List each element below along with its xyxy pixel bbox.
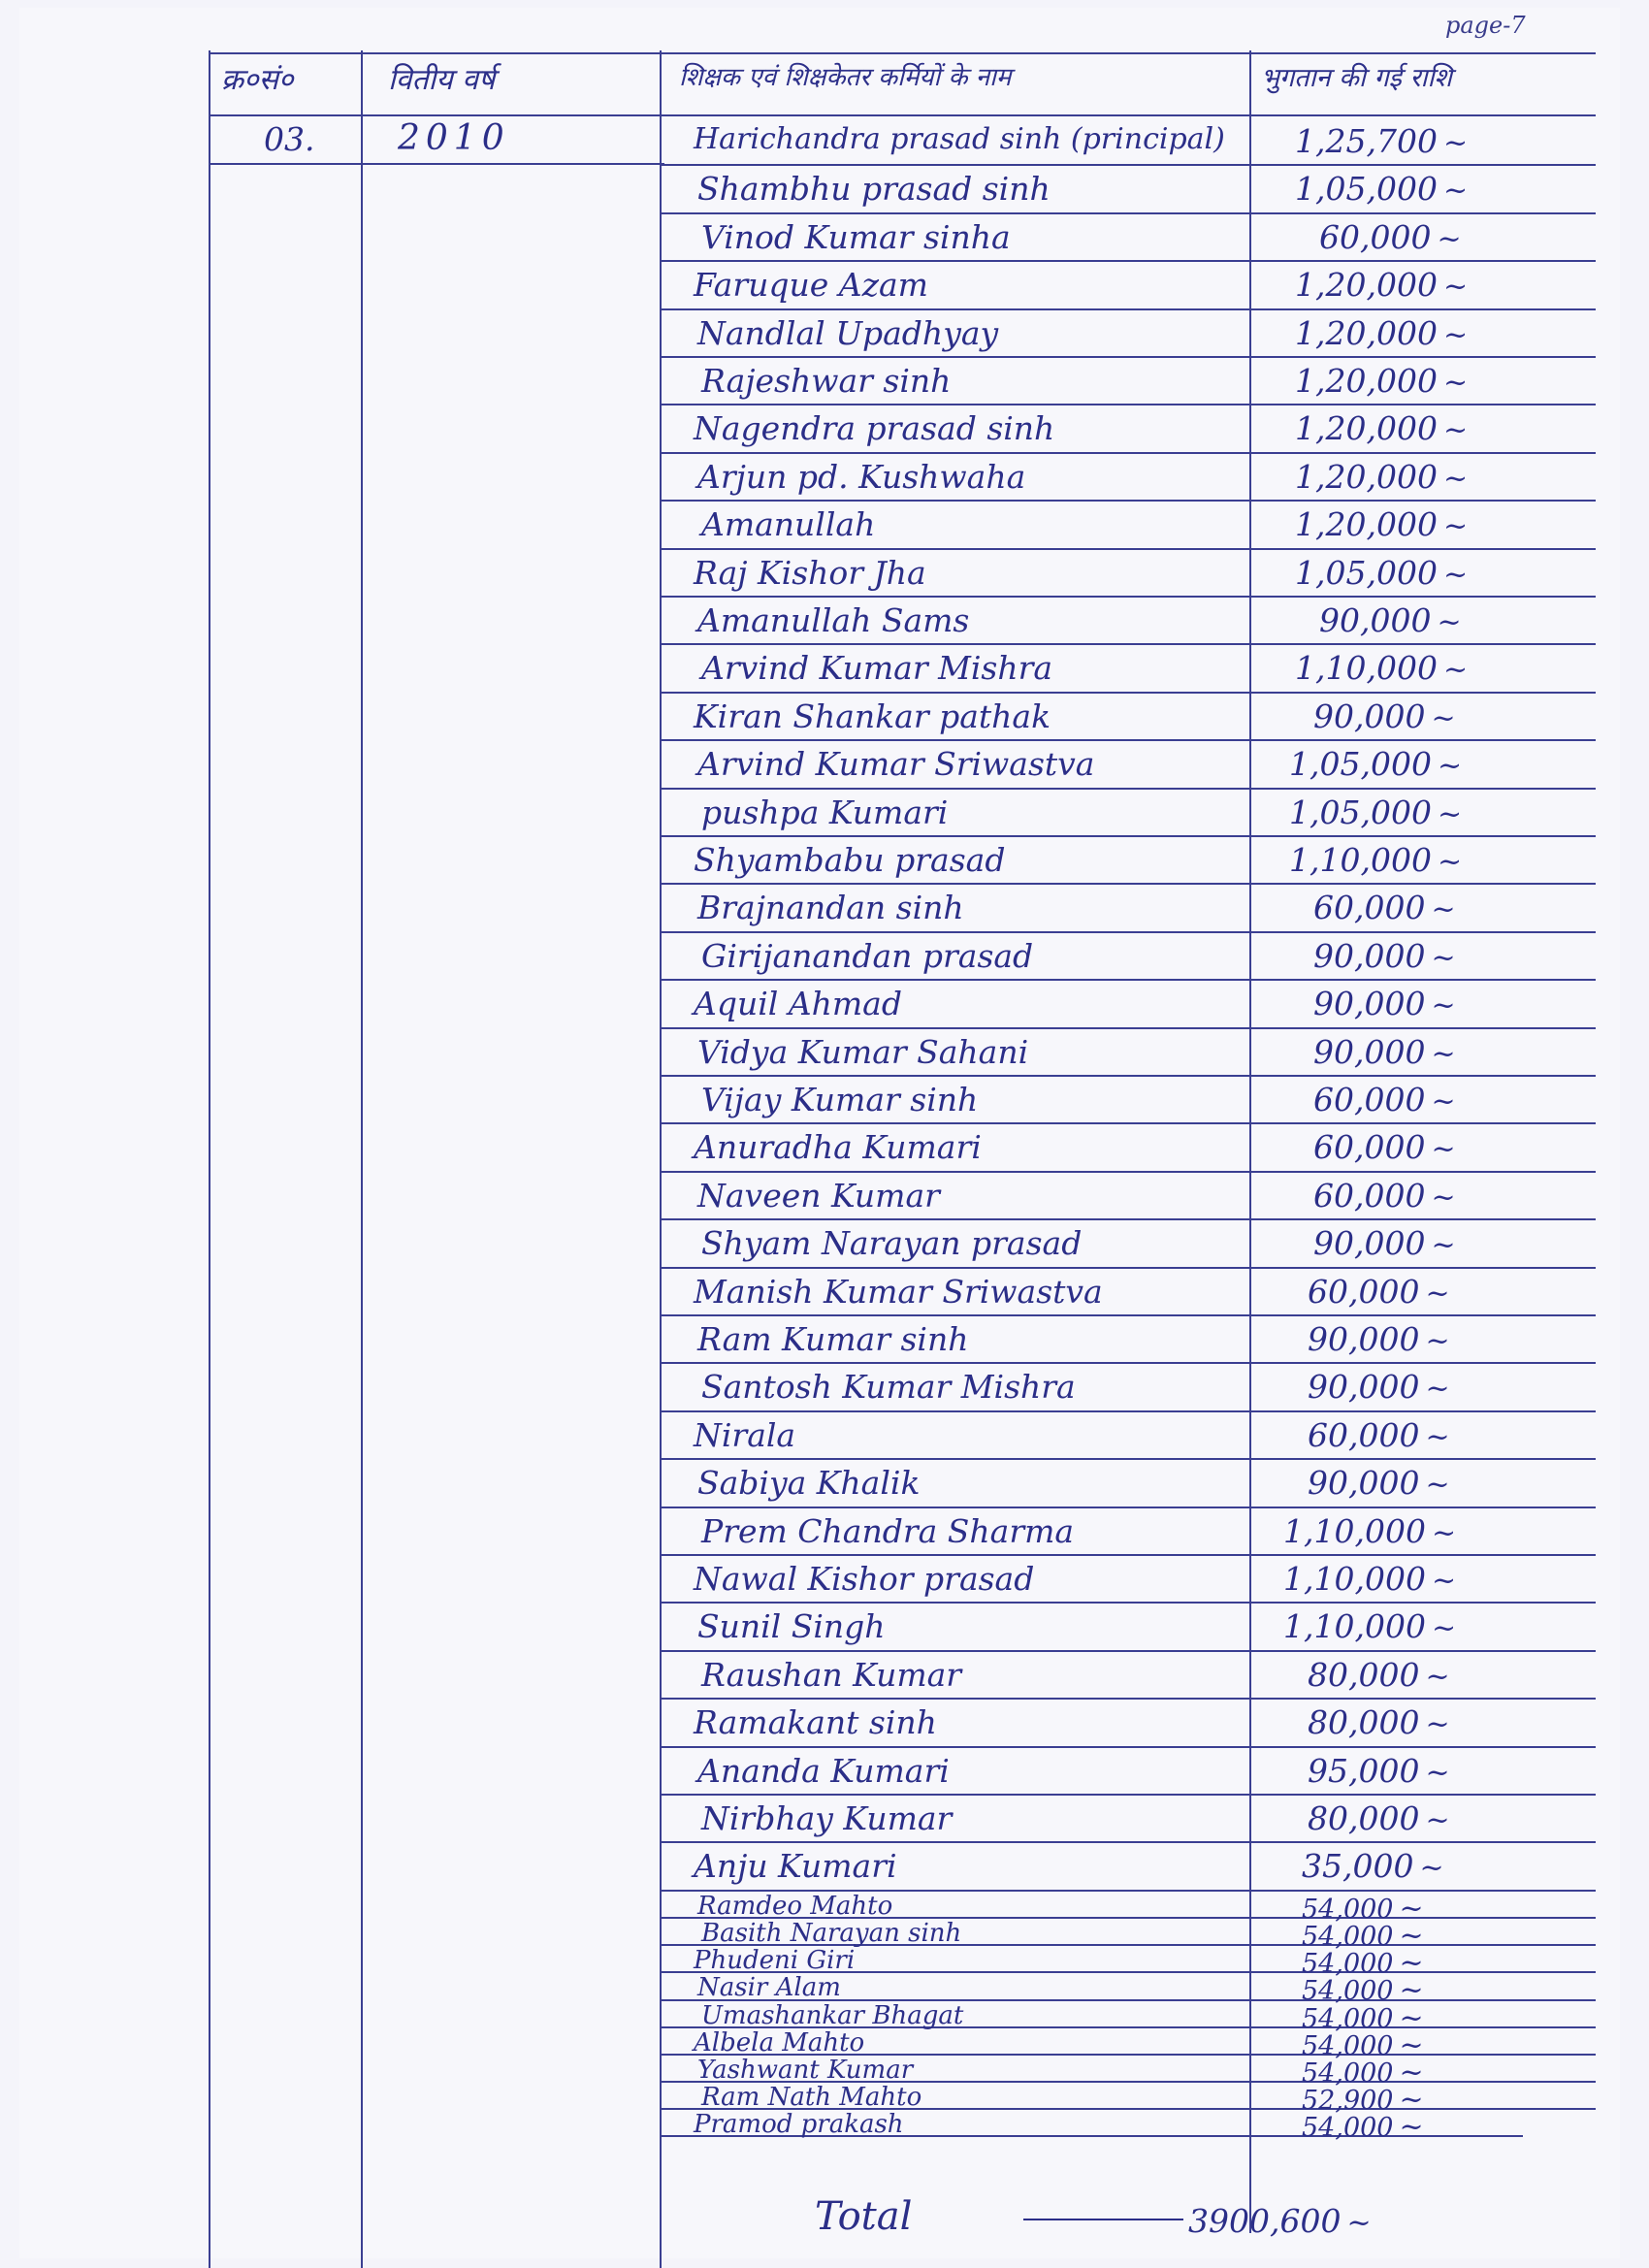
- row-divider-line: [662, 739, 1596, 741]
- row-divider-line: [662, 1362, 1596, 1364]
- amount-cell: [1283, 1512, 1456, 1550]
- amount-cell: [1308, 1799, 1450, 1837]
- tilde-mark: ~: [1431, 1085, 1456, 1118]
- amount-value: 52,900: [1302, 2086, 1394, 2117]
- row-divider-line: [662, 931, 1596, 933]
- total-amount: 3900,600: [1188, 2202, 1342, 2240]
- employee-name: Nasir Alam: [697, 1973, 841, 2003]
- tilde-mark: ~: [1419, 1851, 1444, 1886]
- row-divider-line: [662, 883, 1596, 885]
- amount-value: 1,05,000: [1295, 170, 1438, 209]
- amount-cell: [1308, 1656, 1450, 1694]
- amount-value: 54,000: [1302, 1949, 1394, 1980]
- row-divider-line: [662, 1267, 1596, 1269]
- row-divider-line: [662, 1794, 1596, 1796]
- employee-name: Arvind Kumar Mishra: [701, 649, 1053, 688]
- left-border-line: [209, 50, 210, 2268]
- serial-column-divider: [361, 50, 363, 2268]
- employee-name: Ramdeo Mahto: [697, 1891, 893, 1921]
- employee-name: Kiran Shankar pathak: [694, 697, 1051, 735]
- employee-name: Vidya Kumar Sahani: [697, 1032, 1029, 1071]
- tilde-mark: ~: [1437, 221, 1462, 256]
- row-divider-line: [662, 1602, 1596, 1604]
- amount-value: 60,000: [1308, 1272, 1420, 1311]
- amount-cell: [1283, 1560, 1456, 1598]
- employee-name: Anuradha Kumari: [694, 1128, 982, 1167]
- employee-name: Arjun pd. Kushwaha: [697, 457, 1026, 496]
- amount-value: 80,000: [1308, 1799, 1420, 1837]
- tilde-mark: ~: [1442, 270, 1469, 305]
- employee-name: Arvind Kumar Sriwastva: [697, 745, 1095, 784]
- tilde-mark: ~: [1437, 845, 1463, 879]
- amount-value: 54,000: [1302, 2030, 1394, 2061]
- amount-cell: [1313, 1177, 1456, 1215]
- tilde-mark: ~: [1425, 1372, 1450, 1407]
- amount-value: 95,000: [1308, 1751, 1420, 1790]
- amount-cell: [1313, 1224, 1456, 1262]
- amount-value: 1,20,000: [1295, 362, 1438, 400]
- amount-value: 90,000: [1308, 1464, 1420, 1503]
- amount-cell: [1313, 1033, 1456, 1071]
- tilde-mark: ~: [1431, 1036, 1456, 1071]
- employee-name: Yashwant Kumar: [697, 2056, 914, 2085]
- amount-cell: [1295, 314, 1468, 352]
- tilde-mark: ~: [1431, 940, 1456, 975]
- amount-value: 90,000: [1308, 1320, 1420, 1358]
- amount-cell: [1308, 1703, 1450, 1741]
- amount-cell: [1295, 266, 1468, 304]
- row-divider-line: [662, 1122, 1596, 1124]
- employee-name: Nagendra prasad sinh: [694, 409, 1055, 448]
- tilde-mark: ~: [1437, 796, 1463, 831]
- amount-cell: [1308, 1416, 1450, 1454]
- employee-name: Pramod prakash: [694, 2110, 904, 2140]
- employee-name: Ram Nath Mahto: [701, 2083, 922, 2113]
- row-divider-line: [662, 692, 1596, 694]
- employee-name: Sabiya Khalik: [697, 1464, 921, 1503]
- amount-cell: [1313, 937, 1456, 975]
- amount-cell: [1295, 554, 1468, 592]
- row-divider-line: [662, 356, 1596, 358]
- tilde-mark: ~: [1431, 892, 1456, 927]
- row-divider-line: [662, 1650, 1596, 1652]
- row-divider-line: [662, 452, 1596, 454]
- total-label: Total: [815, 2194, 913, 2239]
- amount-cell: [1295, 362, 1468, 400]
- row-divider-line: [662, 1698, 1596, 1700]
- amount-cell: [1295, 458, 1468, 496]
- employee-name: Aquil Ahmad: [694, 985, 902, 1023]
- page-number: page-7: [1445, 12, 1526, 39]
- amount-value: 60,000: [1308, 1415, 1420, 1454]
- amount-value: 1,10,000: [1295, 649, 1438, 688]
- tilde-mark: ~: [1399, 2027, 1424, 2062]
- row-divider-line: [662, 1314, 1596, 1316]
- tilde-mark: ~: [1425, 1707, 1450, 1742]
- tilde-mark: ~: [1442, 174, 1469, 209]
- header-serial: क्र०सं०: [221, 63, 294, 97]
- amount-cell: [1308, 1752, 1450, 1790]
- amount-value: 90,000: [1313, 1224, 1426, 1263]
- amount-value: 1,05,000: [1289, 745, 1432, 784]
- amount-value: 80,000: [1308, 1703, 1420, 1742]
- amount-value: 90,000: [1313, 985, 1426, 1023]
- employee-name: Ananda Kumari: [697, 1751, 950, 1790]
- tilde-mark: ~: [1442, 509, 1469, 544]
- amount-value: 1,10,000: [1283, 1560, 1426, 1598]
- amount-cell: [1319, 218, 1462, 256]
- amount-value: 35,000: [1302, 1847, 1414, 1886]
- amount-value: 60,000: [1313, 889, 1426, 927]
- row-divider-line: [662, 596, 1596, 598]
- row-divider-line: [662, 1075, 1596, 1077]
- amount-cell: [1308, 1273, 1450, 1311]
- employee-name: Harichandra prasad sinh (principal): [694, 122, 1225, 156]
- row-divider-line: [662, 1841, 1596, 1843]
- row-divider-line: [662, 404, 1596, 405]
- amount-value: 60,000: [1313, 1128, 1426, 1167]
- employee-name: Brajnandan sinh: [697, 889, 964, 927]
- row-divider-line: [662, 308, 1596, 310]
- amount-value: 90,000: [1308, 1368, 1420, 1407]
- row-divider-line: [662, 788, 1596, 790]
- tilde-mark: ~: [1399, 2110, 1424, 2145]
- amount-value: 54,000: [1302, 1894, 1394, 1925]
- amount-cell: [1308, 1368, 1450, 1406]
- employee-name: Faruque Azam: [694, 266, 928, 305]
- employee-name: Shyambabu prasad: [694, 841, 1006, 879]
- employee-name: Nirala: [694, 1415, 796, 1454]
- employee-name: Ramakant sinh: [694, 1703, 937, 1742]
- amount-value: 1,10,000: [1283, 1511, 1426, 1550]
- amount-value: 1,25,700: [1295, 122, 1438, 160]
- tilde-mark: ~: [1437, 605, 1462, 639]
- row-divider-line: [662, 1746, 1596, 1748]
- employee-name: Girijanandan prasad: [701, 936, 1034, 975]
- amount-cell: [1295, 505, 1468, 543]
- tilde-mark: ~: [1399, 1946, 1424, 1981]
- employee-name: Sunil Singh: [697, 1607, 886, 1646]
- amount-value: 54,000: [1302, 1976, 1394, 2007]
- tilde-mark: ~: [1399, 2056, 1424, 2090]
- amount-cell: [1295, 122, 1468, 160]
- employee-name: Manish Kumar Sriwastva: [694, 1272, 1103, 1311]
- total-dash: [1023, 2219, 1183, 2220]
- tilde-mark: ~: [1431, 1515, 1457, 1550]
- tilde-mark: ~: [1425, 1419, 1450, 1454]
- tilde-mark: ~: [1442, 653, 1469, 688]
- tilde-mark: ~: [1431, 988, 1456, 1023]
- header-financial-year: वितीय वर्ष: [388, 63, 496, 97]
- employee-name: Phudeni Giri: [694, 1946, 856, 1976]
- employee-name: Naveen Kumar: [697, 1176, 940, 1215]
- employee-name: pushpa Kumari: [701, 793, 949, 831]
- employee-name: Santosh Kumar Mishra: [701, 1368, 1076, 1407]
- tilde-mark: ~: [1442, 461, 1469, 496]
- tilde-mark: ~: [1425, 1755, 1450, 1790]
- amount-value: 90,000: [1319, 601, 1432, 639]
- employee-name: Amanullah: [701, 505, 876, 544]
- tilde-mark: ~: [1442, 413, 1469, 448]
- amount-value: 90,000: [1313, 697, 1426, 735]
- row-divider-line: [662, 979, 1596, 981]
- amount-value: 1,20,000: [1295, 313, 1438, 352]
- amount-cell: [1302, 1847, 1444, 1885]
- tilde-mark: ~: [1442, 126, 1469, 160]
- amount-value: 54,000: [1302, 2003, 1394, 2034]
- entry-year: 2010: [398, 118, 510, 158]
- amount-value: 1,05,000: [1295, 553, 1438, 592]
- row-divider-line: [662, 500, 1596, 502]
- row-divider-line: [662, 1410, 1596, 1412]
- tilde-mark: ~: [1399, 1919, 1424, 1953]
- row-divider-line: [662, 1027, 1596, 1029]
- amount-cell: [1289, 794, 1462, 831]
- amount-value: 60,000: [1319, 217, 1432, 256]
- tilde-mark: ~: [1399, 1973, 1424, 2008]
- row-divider-line: [662, 643, 1596, 645]
- tilde-mark: ~: [1425, 1803, 1450, 1837]
- tilde-mark: ~: [1425, 1276, 1450, 1311]
- tilde-mark: ~: [1437, 749, 1463, 784]
- employee-name: Umashankar Bhagat: [701, 2000, 964, 2030]
- employee-name: Nandlal Upadhyay: [697, 313, 999, 352]
- employee-name: Shyam Narayan prasad: [701, 1224, 1083, 1263]
- tilde-mark: ~: [1431, 1180, 1456, 1215]
- tilde-mark: ~: [1399, 1891, 1424, 1926]
- row-divider-line: [662, 260, 1596, 262]
- amount-value: 54,000: [1302, 2113, 1394, 2144]
- employee-name: Albela Mahto: [694, 2027, 865, 2057]
- tilde-mark: ~: [1431, 1228, 1456, 1263]
- tilde-mark: ~: [1425, 1468, 1450, 1503]
- row-divider-line: [662, 1218, 1596, 1220]
- amount-cell: [1313, 697, 1456, 735]
- employee-name: Vijay Kumar sinh: [701, 1081, 979, 1118]
- entry-serial: 03.: [264, 120, 315, 158]
- row-divider-line: [662, 212, 1596, 214]
- employee-name: Anju Kumari: [694, 1847, 897, 1886]
- employee-name: Nawal Kishor prasad: [694, 1560, 1035, 1598]
- row-divider-line: [662, 1554, 1596, 1556]
- amount-cell: [1295, 409, 1468, 447]
- amount-value: 90,000: [1313, 1032, 1426, 1071]
- amount-cell: [1302, 2110, 1424, 2144]
- employee-name: Raj Kishor Jha: [694, 553, 926, 592]
- tilde-mark: ~: [1399, 2083, 1424, 2118]
- total-value: [1188, 2202, 1372, 2240]
- employee-name: Amanullah Sams: [697, 601, 970, 639]
- amount-cell: [1283, 1607, 1456, 1645]
- employee-name: Shambhu prasad sinh: [697, 170, 1051, 209]
- employee-name: Rajeshwar sinh: [701, 362, 952, 400]
- amount-column-left-line: [1249, 50, 1251, 2233]
- row-divider-line: [662, 548, 1596, 550]
- row-divider-line: [662, 1507, 1596, 1508]
- amount-cell: [1295, 170, 1468, 208]
- amount-value: 1,20,000: [1295, 505, 1438, 544]
- employee-name: Ram Kumar sinh: [697, 1320, 969, 1358]
- amount-value: 80,000: [1308, 1655, 1420, 1694]
- tilde-mark: ~: [1442, 317, 1469, 352]
- amount-cell: [1308, 1320, 1450, 1358]
- header-names: शिक्षक एवं शिक्षकेतर कर्मियों के नाम: [679, 63, 1012, 92]
- tilde-mark: ~: [1431, 1132, 1456, 1167]
- row-divider-line: [662, 1458, 1596, 1460]
- row-divider-line: [662, 1171, 1596, 1173]
- amount-value: 1,20,000: [1295, 457, 1438, 496]
- amount-cell: [1319, 601, 1462, 639]
- amount-value: 54,000: [1302, 2058, 1394, 2089]
- amount-cell: [1313, 985, 1456, 1022]
- row-divider-line: [662, 835, 1596, 837]
- amount-value: 54,000: [1302, 1922, 1394, 1952]
- amount-value: 60,000: [1313, 1176, 1426, 1215]
- total-tilde-mark: ~: [1346, 2206, 1372, 2240]
- entry-row-line: [209, 163, 664, 165]
- amount-cell: [1313, 1081, 1456, 1118]
- amount-cell: [1289, 745, 1462, 783]
- employee-name: Vinod Kumar sinha: [701, 217, 1011, 256]
- amount-value: 60,000: [1313, 1081, 1426, 1118]
- tilde-mark: ~: [1442, 557, 1469, 592]
- amount-value: 1,20,000: [1295, 409, 1438, 448]
- header-amount: भुगतान की गई राशि: [1261, 63, 1452, 93]
- amount-value: 1,10,000: [1283, 1607, 1426, 1646]
- tilde-mark: ~: [1442, 366, 1469, 400]
- amount-cell: [1289, 841, 1462, 879]
- employee-name: Basith Narayan sinh: [701, 1919, 962, 1948]
- tilde-mark: ~: [1431, 700, 1456, 735]
- names-column-left-line: [660, 50, 662, 2268]
- employee-name: Prem Chandra Sharma: [701, 1511, 1075, 1550]
- header-top-line: [209, 52, 1596, 54]
- employee-name: Nirbhay Kumar: [701, 1799, 953, 1837]
- tilde-mark: ~: [1431, 1611, 1457, 1646]
- header-bottom-line: [209, 114, 1596, 116]
- tilde-mark: ~: [1425, 1659, 1450, 1694]
- amount-value: 1,10,000: [1289, 841, 1432, 879]
- amount-cell: [1308, 1464, 1450, 1502]
- employee-name: Raushan Kumar: [701, 1655, 962, 1694]
- amount-value: 1,05,000: [1289, 793, 1432, 831]
- amount-cell: [1295, 649, 1468, 687]
- tilde-mark: ~: [1431, 1564, 1457, 1598]
- row-divider-line: [662, 164, 1596, 166]
- tilde-mark: ~: [1425, 1324, 1450, 1358]
- amount-cell: [1313, 1128, 1456, 1166]
- amount-cell: [1313, 889, 1456, 926]
- tilde-mark: ~: [1399, 2000, 1424, 2035]
- amount-value: 90,000: [1313, 936, 1426, 975]
- amount-value: 1,20,000: [1295, 266, 1438, 305]
